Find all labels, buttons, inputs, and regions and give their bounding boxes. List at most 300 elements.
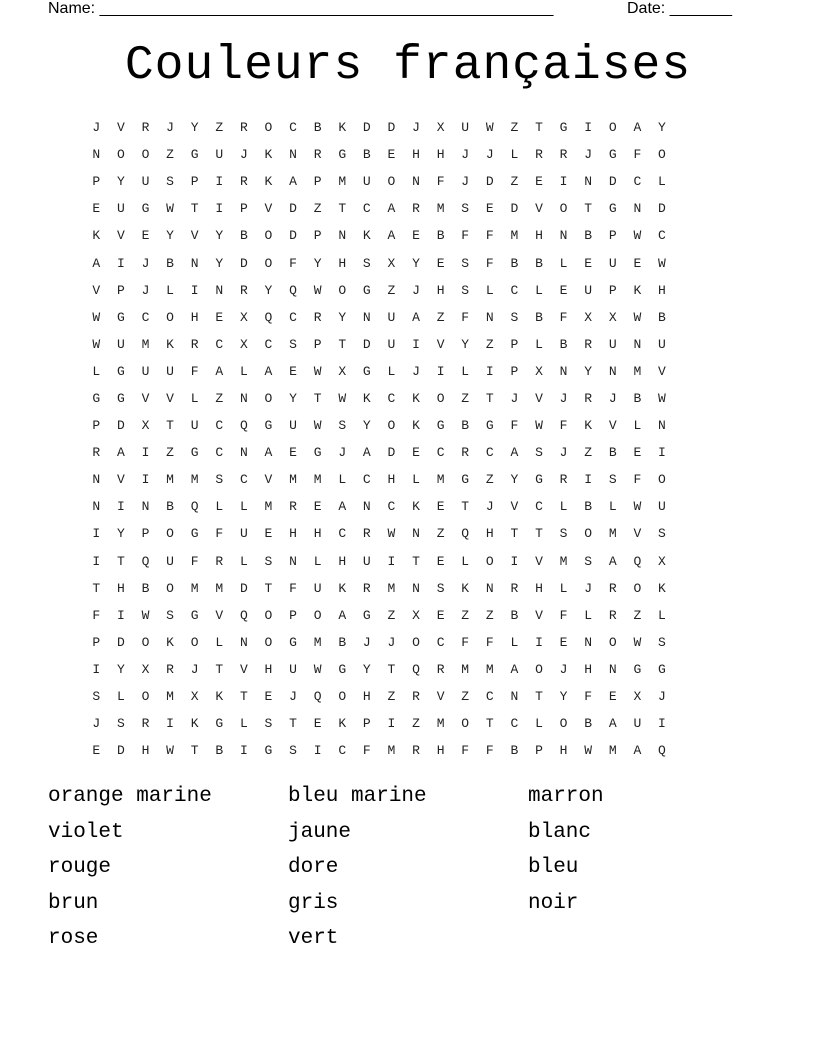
grid-letter: W (535, 418, 543, 434)
grid-letter: R (559, 147, 568, 163)
grid-letter: S (510, 309, 519, 325)
grid-letter: G (92, 390, 101, 406)
grid-letter: O (264, 607, 273, 623)
grid-letter: M (215, 580, 224, 596)
grid-letter: X (239, 309, 248, 325)
word-list-item: gris (288, 891, 339, 915)
grid-letter: X (141, 661, 150, 677)
grid-letter: B (584, 228, 593, 244)
grid-letter: M (510, 228, 519, 244)
grid-letter: T (313, 390, 322, 406)
grid-letter: W (485, 120, 494, 136)
grid-letter: J (485, 499, 494, 515)
grid-row (84, 412, 734, 439)
grid-letter: S (658, 634, 666, 650)
grid-letter: J (338, 445, 347, 461)
grid-letter: J (485, 147, 494, 163)
grid-letter: R (535, 147, 543, 163)
grid-letter: K (412, 390, 420, 406)
grid-letter: F (633, 472, 642, 488)
grid-letter: N (362, 499, 371, 515)
grid-letter: K (92, 228, 101, 244)
grid-row (84, 548, 734, 575)
grid-letter: M (166, 472, 174, 488)
grid-letter: W (313, 661, 322, 677)
grid-letter: I (141, 472, 150, 488)
grid-row (84, 168, 734, 195)
grid-letter: J (239, 147, 248, 163)
grid-letter: J (510, 390, 519, 406)
grid-letter: G (190, 445, 199, 461)
grid-letter: C (289, 309, 297, 325)
grid-letter: L (338, 472, 347, 488)
grid-letter: R (215, 553, 224, 569)
grid-letter: O (535, 661, 543, 677)
grid-letter: C (362, 472, 371, 488)
grid-row (84, 304, 734, 331)
grid-letter: Z (461, 607, 470, 623)
grid-letter: U (289, 661, 297, 677)
grid-letter: O (264, 634, 273, 650)
grid-letter: H (362, 689, 371, 705)
grid-letter: W (92, 309, 101, 325)
grid-row (84, 439, 734, 466)
grid-letter: L (584, 607, 593, 623)
grid-letter: H (584, 661, 593, 677)
grid-letter: F (289, 580, 297, 596)
grid-letter: O (658, 147, 666, 163)
grid-letter: A (362, 445, 371, 461)
grid-letter: M (485, 661, 494, 677)
grid-letter: B (535, 309, 543, 325)
grid-letter: I (510, 553, 519, 569)
grid-letter: Z (436, 309, 445, 325)
grid-letter: Y (313, 255, 322, 271)
grid-letter: S (436, 580, 445, 596)
grid-letter: S (362, 255, 371, 271)
grid-letter: E (412, 228, 420, 244)
grid-letter: V (239, 661, 248, 677)
grid-letter: A (116, 445, 125, 461)
grid-letter: K (338, 580, 347, 596)
date-field-line: Date: _______ (627, 0, 732, 17)
grid-letter: Z (485, 336, 494, 352)
grid-letter: K (338, 120, 347, 136)
grid-letter: B (633, 390, 642, 406)
grid-letter: H (190, 309, 199, 325)
grid-letter: E (559, 634, 568, 650)
grid-letter: F (485, 743, 494, 759)
grid-letter: W (141, 607, 150, 623)
grid-letter: O (190, 634, 199, 650)
grid-letter: N (559, 363, 568, 379)
grid-letter: F (584, 689, 593, 705)
grid-letter: P (608, 282, 617, 298)
grid-letter: N (190, 255, 199, 271)
grid-letter: H (338, 255, 347, 271)
grid-letter: E (387, 147, 396, 163)
grid-letter: C (658, 228, 666, 244)
grid-letter: J (141, 255, 150, 271)
grid-letter: G (608, 147, 617, 163)
grid-letter: A (215, 363, 224, 379)
grid-letter: Y (215, 255, 224, 271)
grid-letter: F (436, 174, 445, 190)
grid-letter: K (338, 716, 347, 732)
grid-letter: T (535, 526, 543, 542)
grid-letter: C (239, 472, 248, 488)
grid-letter: U (190, 418, 199, 434)
grid-row (84, 629, 734, 656)
grid-letter: N (584, 174, 593, 190)
grid-letter: V (510, 499, 519, 515)
grid-row (84, 602, 734, 629)
grid-letter: T (338, 336, 347, 352)
grid-letter: E (313, 499, 322, 515)
grid-letter: L (387, 363, 396, 379)
grid-letter: M (166, 689, 174, 705)
grid-letter: V (535, 607, 543, 623)
grid-letter: E (436, 255, 445, 271)
word-list-item: rouge (48, 856, 112, 880)
grid-letter: V (190, 228, 199, 244)
grid-letter: U (141, 174, 150, 190)
grid-letter: G (116, 390, 125, 406)
grid-letter: A (510, 445, 519, 461)
grid-letter: G (485, 418, 494, 434)
grid-letter: W (633, 228, 642, 244)
grid-letter: W (658, 255, 666, 271)
grid-letter: R (239, 174, 248, 190)
grid-letter: V (608, 418, 617, 434)
grid-letter: V (535, 553, 543, 569)
grid-letter: L (190, 390, 199, 406)
grid-letter: C (436, 445, 445, 461)
grid-letter: L (461, 553, 470, 569)
grid-letter: R (362, 526, 371, 542)
grid-letter: F (485, 255, 494, 271)
grid-letter: H (436, 282, 445, 298)
grid-letter: N (215, 282, 224, 298)
grid-letter: I (387, 553, 396, 569)
grid-letter: Z (412, 716, 420, 732)
grid-row (84, 277, 734, 304)
grid-letter: X (338, 363, 347, 379)
grid-letter: G (362, 282, 371, 298)
grid-letter: A (608, 553, 617, 569)
grid-letter: Z (436, 526, 445, 542)
grid-letter: A (289, 174, 297, 190)
grid-letter: T (387, 661, 396, 677)
grid-row (84, 656, 734, 683)
grid-letter: G (338, 661, 347, 677)
word-list-item: vert (288, 927, 339, 951)
page-title: Couleurs françaises (124, 39, 692, 93)
grid-letter: M (387, 743, 396, 759)
grid-letter: P (92, 418, 101, 434)
grid-letter: L (535, 716, 543, 732)
grid-letter: K (166, 634, 174, 650)
grid-letter: N (289, 147, 297, 163)
grid-letter: O (166, 580, 174, 596)
grid-letter: F (633, 147, 642, 163)
grid-letter: F (559, 309, 568, 325)
grid-letter: J (141, 282, 150, 298)
grid-letter: Y (215, 228, 224, 244)
grid-letter: L (239, 716, 248, 732)
grid-letter: R (584, 390, 593, 406)
grid-letter: O (559, 201, 568, 217)
word-list-item: dore (288, 856, 339, 880)
grid-row (84, 331, 734, 358)
grid-letter: Q (190, 499, 199, 515)
grid-letter: T (190, 743, 199, 759)
grid-letter: I (92, 661, 101, 677)
grid-letter: W (92, 336, 101, 352)
grid-letter: Q (633, 553, 642, 569)
grid-letter: D (289, 201, 297, 217)
grid-letter: U (608, 255, 617, 271)
grid-letter: C (215, 336, 224, 352)
grid-letter: K (658, 580, 666, 596)
grid-letter: J (92, 120, 101, 136)
grid-letter: F (215, 526, 224, 542)
grid-letter: R (141, 120, 150, 136)
grid-letter: G (313, 445, 322, 461)
grid-letter: P (92, 634, 101, 650)
grid-letter: O (264, 255, 273, 271)
grid-letter: G (362, 607, 371, 623)
grid-letter: M (387, 580, 396, 596)
grid-letter: R (313, 309, 322, 325)
grid-letter: M (338, 174, 347, 190)
grid-letter: W (313, 363, 322, 379)
grid-letter: U (658, 336, 666, 352)
grid-letter: Y (412, 255, 420, 271)
grid-letter: B (510, 255, 519, 271)
grid-letter: G (141, 201, 150, 217)
grid-letter: E (289, 363, 297, 379)
grid-letter: H (535, 580, 543, 596)
grid-letter: M (313, 634, 322, 650)
grid-letter: L (239, 553, 248, 569)
grid-letter: C (338, 526, 347, 542)
grid-letter: P (141, 526, 150, 542)
grid-letter: Y (116, 526, 125, 542)
grid-letter: F (190, 553, 199, 569)
grid-letter: O (608, 120, 617, 136)
grid-letter: E (289, 445, 297, 461)
grid-letter: L (608, 499, 617, 515)
grid-letter: C (535, 499, 543, 515)
grid-row (84, 683, 734, 710)
grid-letter: O (141, 147, 150, 163)
grid-letter: G (633, 661, 642, 677)
word-list-item: brun (48, 891, 99, 915)
grid-letter: I (559, 174, 568, 190)
grid-letter: Z (510, 174, 519, 190)
grid-letter: N (559, 228, 568, 244)
grid-letter: T (92, 580, 101, 596)
grid-letter: N (412, 174, 420, 190)
grid-letter: L (559, 499, 568, 515)
grid-letter: Q (239, 418, 248, 434)
grid-letter: N (608, 661, 617, 677)
grid-letter: F (362, 743, 371, 759)
grid-letter: B (658, 309, 666, 325)
grid-letter: Q (289, 282, 297, 298)
grid-letter: B (166, 255, 174, 271)
grid-letter: O (141, 689, 150, 705)
grid-letter: K (166, 336, 174, 352)
grid-letter: W (313, 418, 322, 434)
grid-letter: V (535, 201, 543, 217)
grid-letter: U (608, 336, 617, 352)
grid-letter: D (658, 201, 666, 217)
grid-row (84, 520, 734, 547)
grid-letter: T (510, 526, 519, 542)
grid-letter: L (239, 499, 248, 515)
grid-letter: U (658, 499, 666, 515)
word-list-item: orange marine (48, 785, 212, 808)
grid-letter: I (141, 445, 150, 461)
grid-letter: X (535, 363, 543, 379)
grid-row (84, 737, 734, 764)
grid-letter: N (239, 390, 248, 406)
letter-grid (84, 114, 734, 764)
grid-letter: X (584, 309, 593, 325)
grid-letter: G (264, 418, 273, 434)
grid-letter: W (387, 526, 396, 542)
grid-letter: A (387, 201, 396, 217)
grid-letter: R (584, 336, 593, 352)
grid-letter: R (190, 336, 199, 352)
grid-letter: L (116, 689, 125, 705)
grid-letter: A (608, 716, 617, 732)
grid-letter: L (461, 363, 470, 379)
grid-letter: E (633, 255, 642, 271)
grid-letter: B (141, 580, 150, 596)
grid-letter: R (461, 445, 470, 461)
grid-letter: X (190, 689, 199, 705)
grid-letter: P (190, 174, 199, 190)
grid-letter: J (289, 689, 297, 705)
grid-letter: L (215, 634, 224, 650)
grid-letter: M (633, 363, 642, 379)
grid-letter: S (461, 255, 470, 271)
grid-letter: I (485, 363, 494, 379)
grid-letter: E (436, 553, 445, 569)
grid-letter: Z (510, 120, 519, 136)
grid-letter: C (485, 445, 494, 461)
grid-letter: F (461, 743, 470, 759)
grid-letter: T (166, 418, 174, 434)
grid-letter: G (461, 472, 470, 488)
grid-letter: I (239, 743, 248, 759)
grid-letter: M (436, 472, 445, 488)
grid-letter: I (436, 363, 445, 379)
grid-letter: Z (387, 607, 396, 623)
grid-letter: H (338, 553, 347, 569)
grid-letter: E (313, 716, 322, 732)
grid-letter: L (535, 282, 543, 298)
grid-letter: S (535, 445, 543, 461)
grid-letter: V (141, 390, 150, 406)
grid-letter: Z (215, 120, 224, 136)
grid-letter: I (584, 472, 593, 488)
grid-letter: T (264, 580, 273, 596)
grid-letter: U (166, 553, 174, 569)
grid-letter: J (92, 716, 101, 732)
grid-letter: V (116, 472, 125, 488)
grid-letter: N (141, 499, 150, 515)
grid-letter: J (190, 661, 199, 677)
grid-letter: V (116, 228, 125, 244)
grid-letter: G (559, 120, 568, 136)
grid-letter: F (510, 418, 519, 434)
grid-letter: Y (190, 120, 199, 136)
grid-letter: O (313, 607, 322, 623)
grid-letter: E (535, 174, 543, 190)
grid-letter: L (239, 363, 248, 379)
grid-letter: H (658, 282, 666, 298)
grid-letter: Y (584, 363, 593, 379)
grid-letter: A (387, 228, 396, 244)
grid-letter: S (584, 553, 593, 569)
grid-letter: D (387, 445, 396, 461)
grid-letter: G (190, 607, 199, 623)
grid-letter: E (559, 282, 568, 298)
word-list-item: blanc (528, 820, 592, 844)
grid-letter: L (485, 282, 494, 298)
grid-letter: S (116, 716, 125, 732)
grid-row (84, 114, 734, 141)
grid-letter: D (116, 743, 125, 759)
grid-letter: I (535, 634, 543, 650)
grid-letter: D (116, 418, 125, 434)
grid-letter: G (264, 743, 273, 759)
grid-letter: R (141, 716, 150, 732)
grid-letter: E (92, 201, 101, 217)
grid-letter: T (190, 201, 199, 217)
grid-letter: X (633, 689, 642, 705)
word-list (48, 782, 768, 960)
grid-letter: K (362, 390, 371, 406)
grid-letter: B (559, 336, 568, 352)
word-list-item: noir (528, 891, 579, 915)
grid-letter: F (461, 634, 470, 650)
grid-letter: Y (362, 661, 371, 677)
grid-letter: O (559, 716, 568, 732)
grid-letter: K (633, 282, 642, 298)
grid-letter: Q (412, 661, 420, 677)
grid-letter: Z (313, 201, 322, 217)
grid-letter: R (436, 661, 445, 677)
grid-letter: Y (116, 174, 125, 190)
grid-letter: N (633, 201, 642, 217)
grid-letter: N (92, 472, 101, 488)
grid-letter: N (239, 445, 248, 461)
grid-letter: O (264, 390, 273, 406)
grid-letter: N (92, 147, 101, 163)
grid-letter: Z (633, 607, 642, 623)
grid-letter: B (584, 499, 593, 515)
grid-letter: N (584, 634, 593, 650)
grid-row (84, 710, 734, 737)
grid-letter: L (633, 418, 642, 434)
grid-letter: B (584, 716, 593, 732)
grid-letter: F (559, 418, 568, 434)
